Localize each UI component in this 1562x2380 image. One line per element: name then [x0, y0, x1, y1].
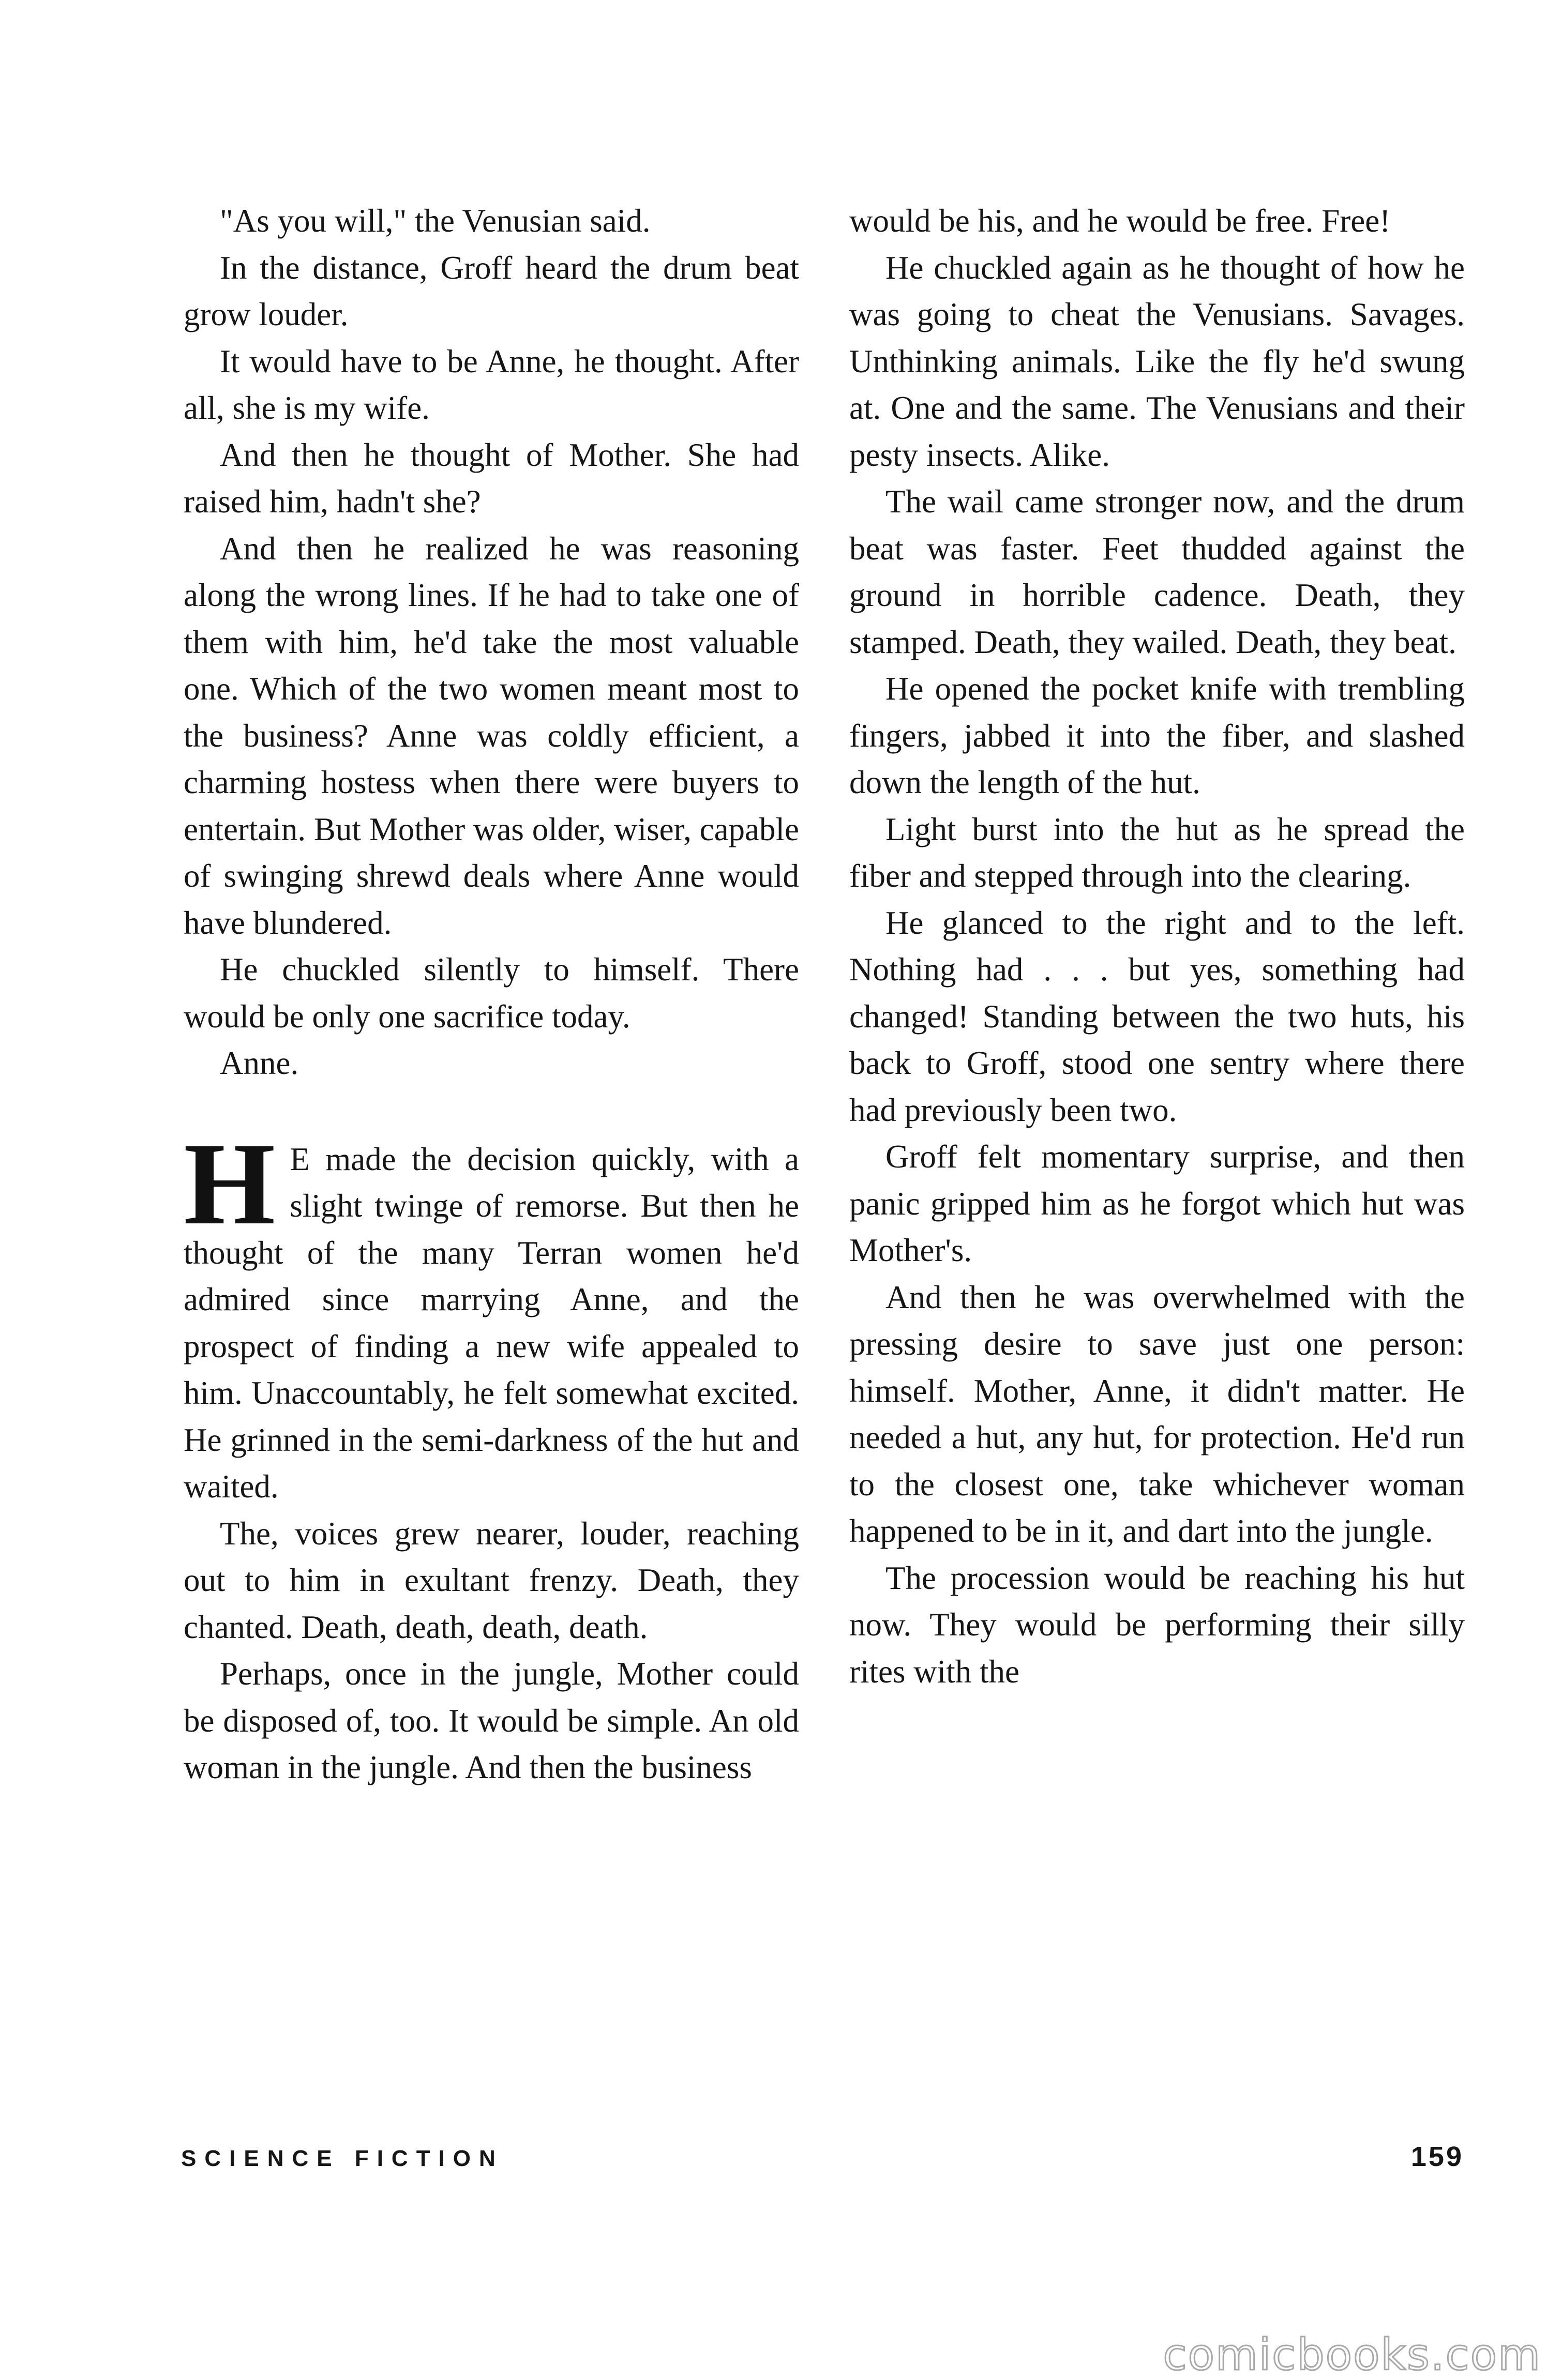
paragraph: The wail came stronger now, and the drum beat was faster. Feet thudded against the ground in horrible cadence. Death, they stamped. Death, they wailed. Death, they beat.	[849, 483, 1465, 660]
paragraph: The procession would be reaching his hut now. They would be performing their silly rites with the	[849, 1559, 1465, 1690]
paragraph: And then he realized he was reasoning along the wrong lines. If he had to take one of them with him, he'd take the most valuable one. Which of the two women meant most to the business? Anne was coldly efficient, a charming hostess when there were buyers to entertain. But Mother was older, wiser, capable of swinging shrewd deals where Anne would have blundered.	[184, 530, 799, 941]
paragraph: Light burst into the hut as he spread the fiber and stepped through into the clearing.	[849, 811, 1465, 894]
paragraph: The, voices grew nearer, louder, reaching out to him in exultant frenzy. Death, they chanted. Death, death, death, death.	[184, 1515, 799, 1645]
paragraph: He glanced to the right and to the left. Nothing had . . . but yes, something had changed! Standing between the two huts, his back to Groff, stood one sentry where there had previously been two.	[849, 904, 1465, 1128]
paragraph: And then he thought of Mother. She had raised him, hadn't she?	[184, 436, 799, 520]
section-opening-paragraph	[184, 1118, 799, 1510]
watermark-logo: comicbooks.com	[1163, 2329, 1541, 2380]
right-text-column	[849, 198, 1465, 1695]
left-text-column	[184, 198, 799, 1791]
drop-cap-letter: H	[184, 1118, 276, 1249]
paragraph: "As you will," the Venusian said.	[220, 203, 651, 239]
paragraph: In the distance, Groff heard the drum beat grow louder.	[184, 249, 799, 332]
paragraph: Anne.	[220, 1045, 299, 1081]
paragraph: Groff felt momentary surprise, and then panic gripped him as he forgot which hut was Mother's.	[849, 1139, 1465, 1268]
paragraph: Perhaps, once in the jungle, Mother could be disposed of, too. It would be simple. An old woman in the jungle. And then the business	[184, 1656, 799, 1785]
paragraph: It would have to be Anne, he thought. After all, she is my wife.	[184, 343, 799, 426]
paragraph: He chuckled silently to himself. There would be only one sacrifice today.	[184, 951, 799, 1035]
paragraph-continued: would be his, and he would be free. Free!	[849, 203, 1391, 239]
paragraph-text: E made the decision quickly, with a slight twinge of remorse. But then he thought of the many Terran women he'd admired since marrying Anne, and the prospect of finding a new wife appealed to him. Unaccountably, he felt somewhat excited. He grinned in the semi-darkness of the hut and waited.	[184, 1141, 799, 1505]
paragraph: He chuckled again as he thought of how he was going to cheat the Venusians. Savages. Unthinking animals. Like the fly he'd swung at. One and the same. The Venusians and their pesty insects. Alike.	[849, 249, 1465, 473]
page-number: 159	[1410, 2141, 1464, 2172]
paragraph: He opened the pocket knife with trembling fingers, jabbed it into the fiber, and slashed down the length of the hut.	[849, 671, 1465, 800]
paragraph: And then he was overwhelmed with the pressing desire to save just one person: himself. Mother, Anne, it didn't matter. He needed a hut, any hut, for protection. He'd run to the closest one, take whichever woman happened to be in it, and dart into the jungle.	[849, 1279, 1465, 1549]
running-footer-title: SCIENCE FICTION	[181, 2146, 504, 2171]
